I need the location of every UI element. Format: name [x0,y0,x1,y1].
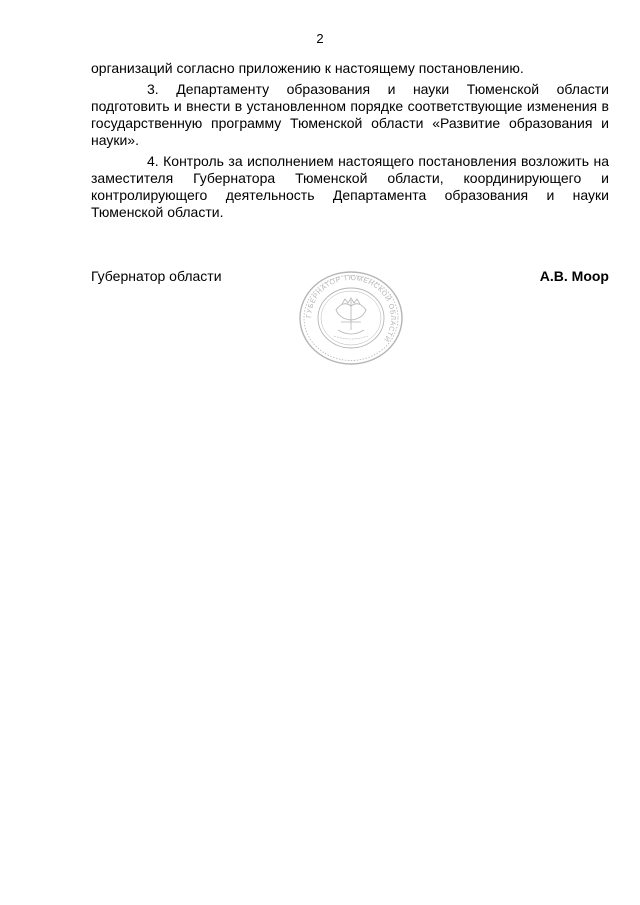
paragraph-item-3: 3. Департаменту образования и науки Тюменской области подготовить и внести в установленном порядке соответствующие изменения в государственную программу Тюменской области «Развитие образования и науки». [91,81,609,148]
document-body [91,60,609,221]
official-seal-icon [298,270,404,366]
signatory-name: А.В. Моор [539,268,609,284]
seal-text: ГУБЕРНАТОР ТЮМЕНСКОЙ ОБЛАСТИ [305,274,397,343]
paragraph-continuation: организаций согласно приложению к настоящему постановлению. [91,60,524,76]
paragraph-item-4: 4. Контроль за исполнением настоящего постановления возложить на заместителя Губернатора Тюменской области, координирующего и контролирующего деятельность Департамента образования и науки Тюменской области. [91,153,609,220]
signatory-title: Губернатор области [91,268,222,284]
page-number: 2 [316,31,324,46]
